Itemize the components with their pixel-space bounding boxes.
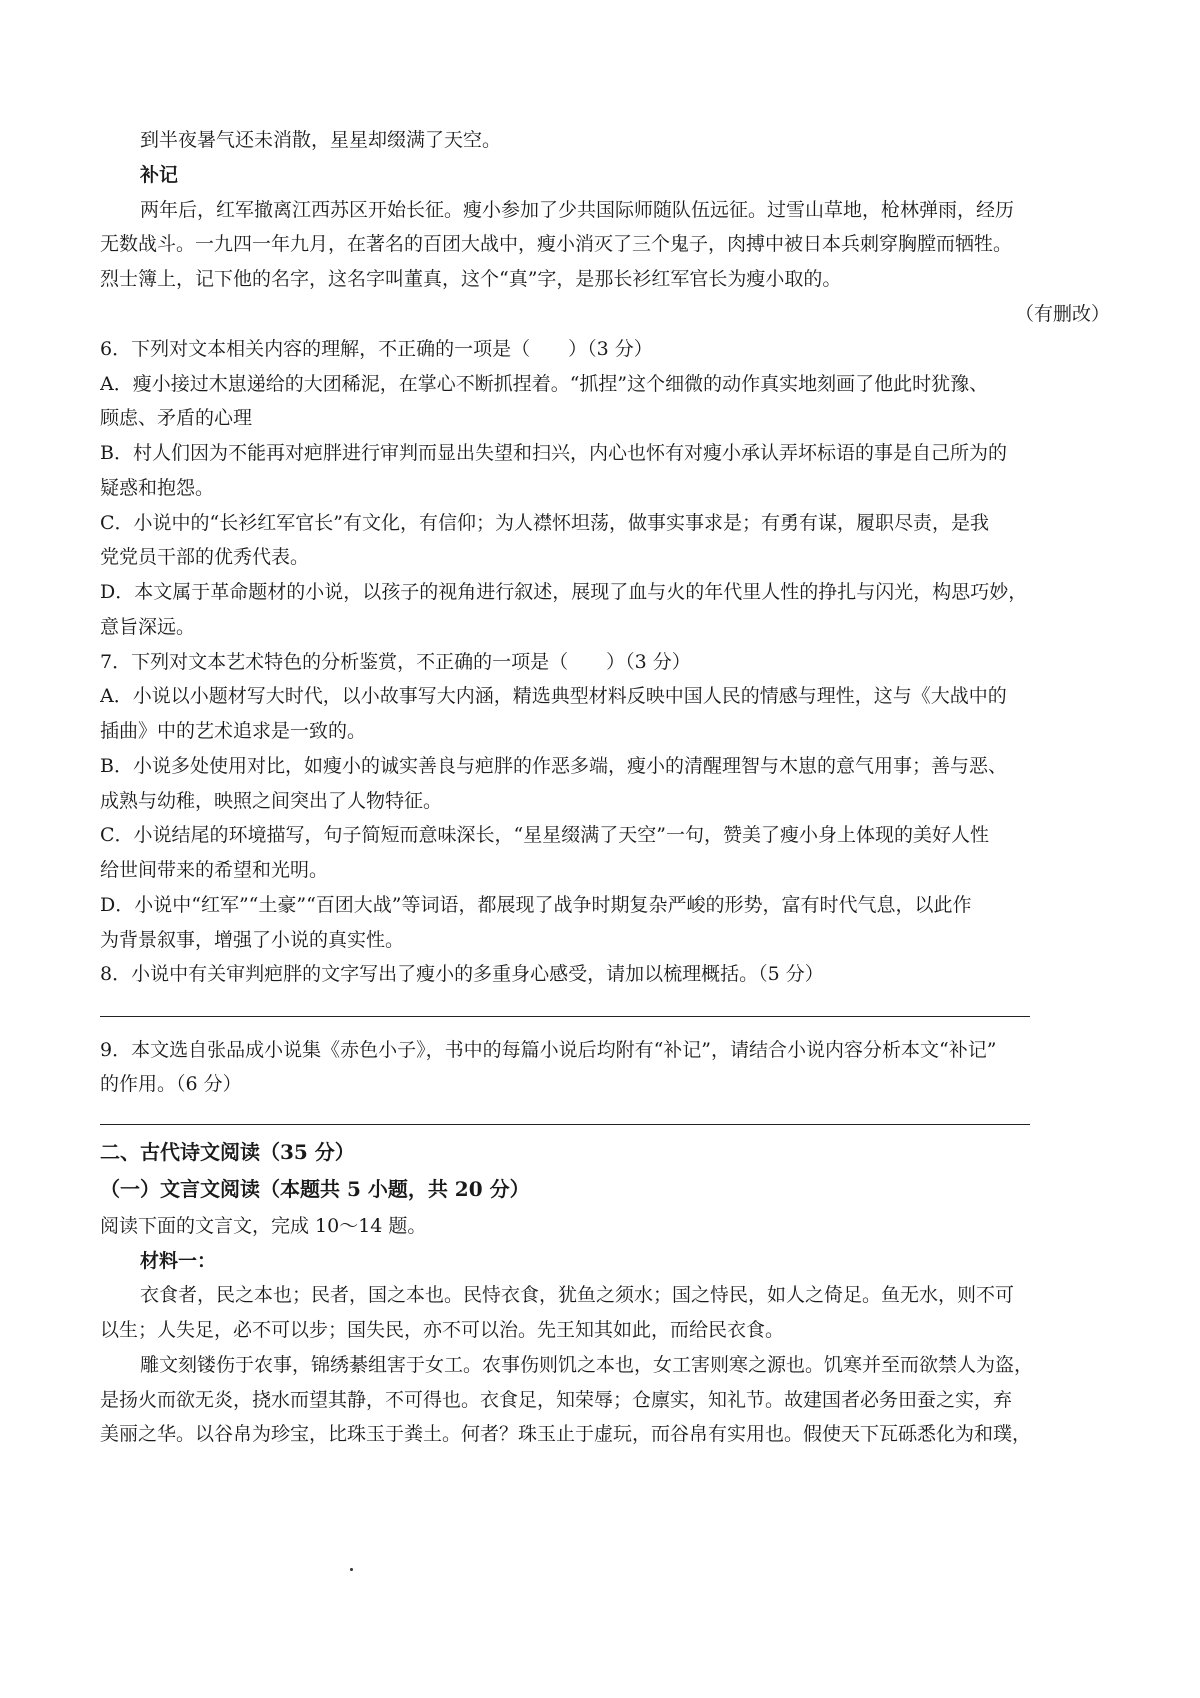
answer-line: [100, 1124, 1030, 1125]
q6-option-a: A．瘦小接过木崽递给的大团稀泥，在掌心不断抓捏着。“抓捏”这个细微的动作真实地刻画了他此时犹豫、: [100, 373, 989, 395]
q6-option-a-cont: 顾虑、矛盾的心理: [100, 407, 253, 429]
q6-option-d-cont: 意旨深远。: [100, 616, 196, 638]
q6-option-b-cont: 疑惑和抱怨。: [100, 477, 215, 499]
q7-option-d: D．小说中“红军”“土豪”“百团大战”等词语，都展现了战争时期复杂严峻的形势，富有时代气息，以此作: [100, 894, 972, 916]
q7-option-c-cont: 给世间带来的希望和光明。: [100, 859, 329, 881]
classical-text-line: 雕文刻镂伤于农事，锦绣綦组害于女工。农事伤则饥之本也，女工害则寒之源也。饥寒并至而欲禁人为盗，: [140, 1354, 1034, 1376]
question-9-stem-cont: 的作用。（6 分）: [100, 1073, 242, 1095]
question-8-stem: 8．小说中有关审判疤胖的文字写出了瘦小的多重身心感受，请加以梳理概括。（5 分）: [100, 963, 824, 985]
postscript-line: 两年后，红军撤离江西苏区开始长征。瘦小参加了少共国际师随队伍远征。过雪山草地，枪林弹雨，经历: [140, 199, 1015, 221]
q6-option-b: B．村人们因为不能再对疤胖进行审判而显出失望和扫兴，内心也怀有对瘦小承认弄坏标语的事是自己所为的: [100, 442, 1007, 464]
postscript-line: 无数战斗。一九四一年九月，在著名的百团大战中，瘦小消灭了三个鬼子，肉搏中被日本兵刺穿胸膛而牺牲。: [100, 233, 1013, 255]
postscript-title: 补记: [140, 164, 179, 186]
q6-option-c-cont: 党党员干部的优秀代表。: [100, 546, 310, 568]
subsection-heading: （一）文言文阅读（本题共 5 小题，共 20 分）: [100, 1177, 530, 1201]
classical-text-line: 以生；人失足，必不可以步；国失民，亦不可以治。先王知其如此，而给民衣食。: [100, 1319, 785, 1341]
q6-option-d: D．本文属于革命题材的小说，以孩子的视角进行叙述，展现了血与火的年代里人性的挣扎与闪光，构思巧妙，: [100, 581, 1028, 603]
q7-option-b-cont: 成熟与幼稚，映照之间突出了人物特征。: [100, 790, 443, 812]
q7-option-c: C．小说结尾的环境描写，句子简短而意味深长，“星星缀满了天空”一句，赞美了瘦小身上体现的美好人性: [100, 824, 989, 846]
question-6-stem: 6．下列对文本相关内容的理解，不正确的一项是（ ）（3 分）: [100, 338, 653, 360]
q7-option-a: A．小说以小题材写大时代，以小故事写大内涵，精选典型材料反映中国人民的情感与理性，这与《大战中的: [100, 685, 1007, 707]
section-heading: 二、古代诗文阅读（35 分）: [100, 1140, 355, 1164]
classical-text-line: 是扬火而欲无炎，挠水而望其静，不可得也。衣食足，知荣辱；仓廪实，知礼节。故建国者必务田蚕之实，弃: [100, 1389, 1013, 1411]
q7-option-d-cont: 为背景叙事，增强了小说的真实性。: [100, 929, 405, 951]
answer-line: [100, 1016, 1030, 1017]
classical-text-line: 美丽之华。以谷帛为珍宝，比珠玉于粪土。何者？珠玉止于虚玩，而谷帛有实用也。假使天下瓦砾悉化为和璞，: [100, 1423, 1032, 1445]
instruction: 阅读下面的文言文，完成 10～14 题。: [100, 1215, 427, 1237]
classical-text-line: 衣食者，民之本也；民者，国之本也。民恃衣食，犹鱼之须水；国之恃民，如人之倚足。鱼无水，则不可: [140, 1284, 1015, 1306]
story-last-line: 到半夜暑气还未消散，星星却缀满了天空。: [140, 129, 502, 151]
q6-option-c: C．小说中的“长衫红军官长”有文化，有信仰；为人襟怀坦荡，做事实事求是；有勇有谋，履职尽责，是我: [100, 512, 989, 534]
emphasis-dot: [350, 1568, 353, 1571]
q7-option-b: B．小说多处使用对比，如瘦小的诚实善良与疤胖的作恶多端，瘦小的清醒理智与木崽的意气用事；善与恶、: [100, 755, 1007, 777]
source-note: （有删改）: [1014, 303, 1110, 325]
q7-option-a-cont: 插曲》中的艺术追求是一致的。: [100, 720, 367, 742]
question-9-stem: 9．本文选自张品成小说集《赤色小子》，书中的每篇小说后均附有“补记”，请结合小说内容分析本文“补记”: [100, 1039, 997, 1061]
question-7-stem: 7．下列对文本艺术特色的分析鉴赏，不正确的一项是（ ）（3 分）: [100, 651, 691, 673]
postscript-line: 烈士簿上，记下他的名字，这名字叫董真，这个“真”字，是那长衫红军官长为瘦小取的。: [100, 268, 842, 290]
material-title: 材料一：: [140, 1250, 217, 1272]
